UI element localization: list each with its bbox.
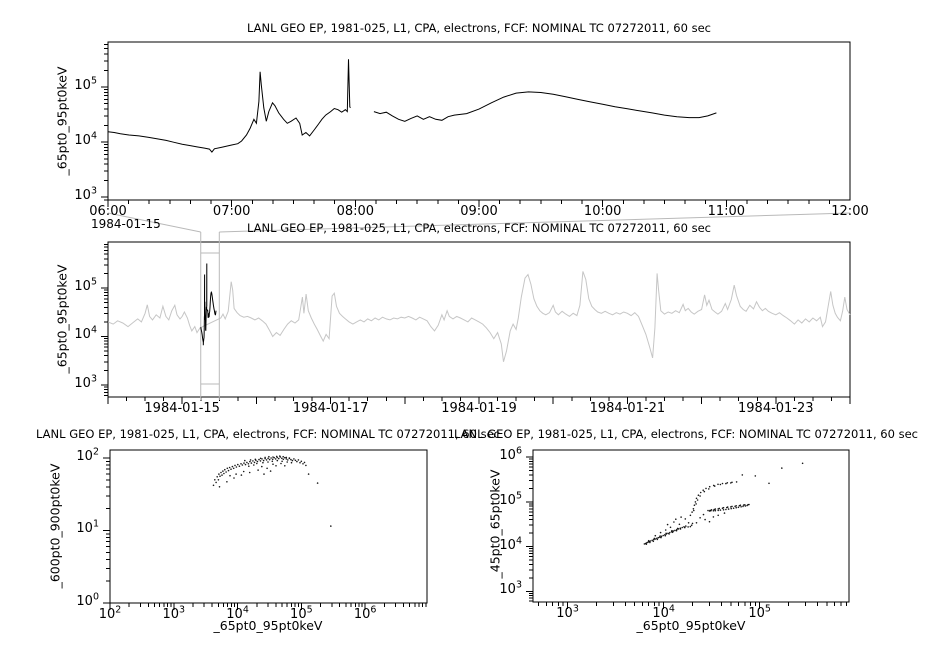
x-tick-label: $10^6$ <box>353 604 377 622</box>
scatter-right-x-axis-label: _65pt0_95pt0keV <box>636 618 746 633</box>
scatter-left-x-axis-label: _65pt0_95pt0keV <box>213 618 323 633</box>
y-tick-label: $10^5$ <box>74 75 97 94</box>
y-tick-label: $10^5$ <box>499 490 522 508</box>
x-tick-label: $10^4$ <box>226 604 249 622</box>
scatter-right-title: LANL GEO EP, 1981-025, L1, CPA, electrons, FCF: NOMINAL TC 07272011, 60 sec <box>454 427 918 441</box>
scatter-45-65-plot-area[interactable] <box>526 450 849 609</box>
x-tick-label: 1984-01-17 <box>292 401 369 416</box>
context-plot-y-axis-label: _65pt0_95pt0keV <box>54 264 70 374</box>
y-axis-ticks <box>526 457 533 601</box>
y-tick-label: $10^4$ <box>74 130 97 149</box>
x-tick-label: $10^4$ <box>652 603 675 621</box>
y-tick-label: $10^6$ <box>499 445 522 464</box>
y-tick-label: $10^3$ <box>499 579 522 598</box>
x-tick-label: $10^2$ <box>98 604 122 622</box>
context-highlight-segment <box>207 292 216 318</box>
y-tick-label: $10^4$ <box>74 325 97 343</box>
x-tick-label: 08:00 <box>336 204 375 219</box>
y-tick-label: $10^3$ <box>74 185 97 204</box>
x-tick-label: $10^3$ <box>162 604 186 622</box>
context-timeseries-plot-area[interactable] <box>101 242 850 404</box>
context-highlight-segment <box>201 264 207 346</box>
context-plot-title: LANL GEO EP, 1981-025, L1, CPA, electrons, FCF: NOMINAL TC 07272011, 60 sec <box>247 221 711 235</box>
x-tick-label: 10:00 <box>583 204 622 219</box>
x-tick-label: $10^5$ <box>290 604 313 622</box>
y-tick-label: $10^2$ <box>76 446 99 464</box>
x-tick-label: 06:00 <box>89 204 127 219</box>
scatter-600-900-plot-area[interactable] <box>103 450 427 610</box>
x-tick-label: 11:00 <box>707 204 746 219</box>
scatter-600-900-frame <box>110 450 427 603</box>
scatter-left-y-axis-label: _600pt0_900pt0keV <box>47 463 63 589</box>
scatter-left-title: LANL GEO EP, 1981-025, L1, CPA, electrons, FCF: NOMINAL TC 07272011, 60 sec <box>36 427 500 441</box>
y-axis-ticks <box>103 458 110 603</box>
top-timeseries-plot-area[interactable] <box>101 42 850 207</box>
top-plot-title: LANL GEO EP, 1981-025, L1, CPA, electrons, FCF: NOMINAL TC 07272011, 60 sec <box>247 21 711 35</box>
top-plot-date-label: 1984-01-15 <box>91 217 161 231</box>
y-axis-ticks <box>101 44 108 199</box>
scatter-600-900-scatter-points <box>213 455 332 527</box>
top-timeseries-data-line <box>108 59 350 152</box>
zoom-selection-box[interactable] <box>201 232 220 400</box>
y-axis-ticks <box>101 244 108 395</box>
y-tick-label: $10^0$ <box>76 591 99 609</box>
top-timeseries-frame <box>108 42 850 200</box>
x-tick-label: 12:00 <box>831 204 869 219</box>
x-tick-label: 1984-01-19 <box>441 401 517 416</box>
x-tick-label: 1984-01-15 <box>144 401 220 416</box>
y-tick-label: $10^4$ <box>499 535 522 553</box>
x-tick-label: $10^3$ <box>556 603 579 621</box>
scatter-45-65-scatter-points <box>644 463 804 546</box>
scatter-45-65-frame <box>533 450 849 602</box>
y-tick-label: $10^3$ <box>74 373 97 391</box>
x-tick-label: $10^5$ <box>748 603 771 621</box>
top-timeseries-data-line <box>374 92 717 121</box>
x-tick-label: 07:00 <box>212 204 251 219</box>
scatter-right-y-axis-label: _45pt0_65pt0keV <box>487 469 503 579</box>
x-tick-label: 1984-01-23 <box>738 401 814 416</box>
x-tick-label: 1984-01-21 <box>589 401 666 416</box>
y-tick-label: $10^1$ <box>76 519 99 537</box>
y-tick-label: $10^5$ <box>74 276 97 295</box>
x-tick-label: 09:00 <box>460 204 498 219</box>
top-plot-y-axis-label: _65pt0_95pt0keV <box>54 66 70 176</box>
